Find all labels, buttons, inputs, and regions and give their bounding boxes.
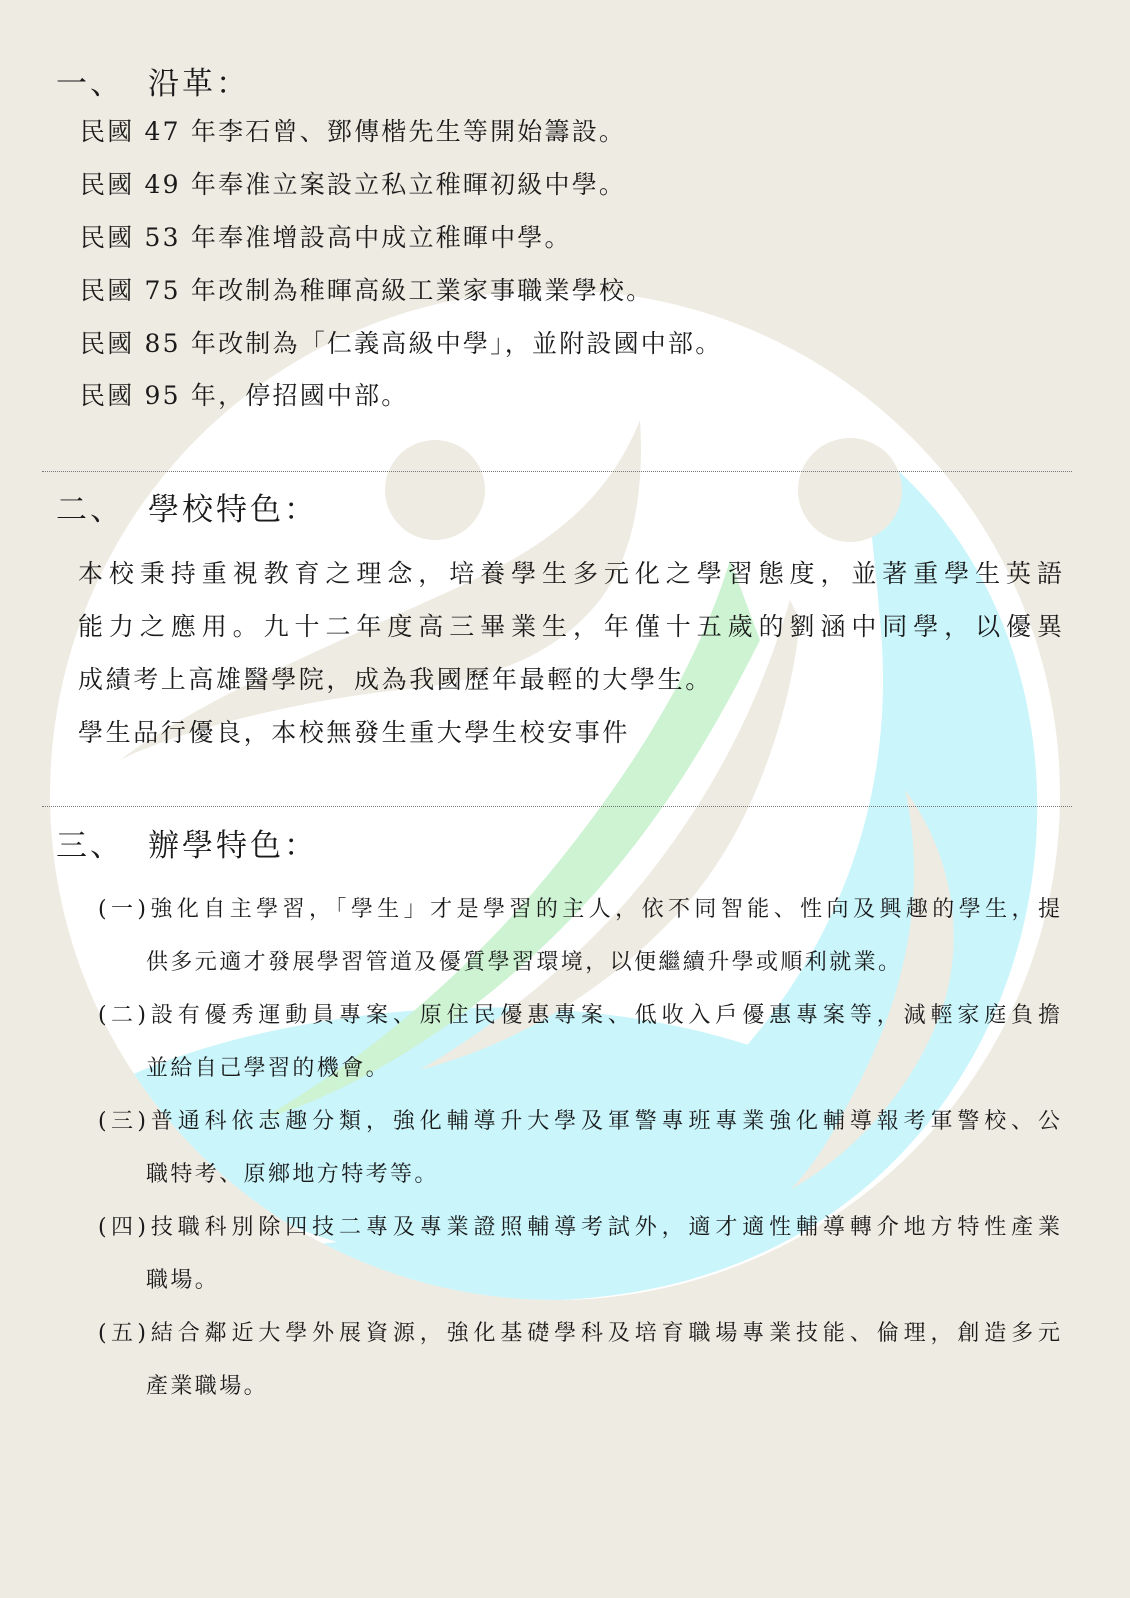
features-paragraph-line: 學生品行優良，本校無發生重大學生校安事件 <box>78 718 631 747</box>
history-item: 民國 95 年，停招國中部。 <box>80 381 409 410</box>
operations-item-label: (二) <box>98 1003 146 1028</box>
operations-heading <box>56 820 318 865</box>
operations-item-continuation: 產業職場。 <box>146 1374 269 1399</box>
features-heading <box>56 484 318 529</box>
operations-item-label: (四) <box>98 1215 146 1240</box>
operations-item-continuation: 並給自己學習的機會。 <box>146 1056 391 1081</box>
operations-heading-title: 辦學特色： <box>148 828 318 864</box>
section-divider <box>42 806 1072 807</box>
operations-item <box>98 895 1060 925</box>
features-heading-title: 學校特色： <box>148 492 318 528</box>
history-item: 民國 49 年奉准立案設立私立稚暉初級中學。 <box>80 170 627 199</box>
features-paragraph-line: 能力之應用。九十二年度高三畢業生，年僅十五歲的劉涵中同學，以優異 <box>78 612 1062 641</box>
operations-item-continuation: 職場。 <box>146 1268 220 1293</box>
operations-item-text: 強化自主學習，「學生」才是學習的主人，依不同智能、性向及興趣的學生，提 <box>146 897 1060 922</box>
history-heading-number: 一、 <box>56 66 124 102</box>
operations-item-label: (三) <box>98 1109 146 1134</box>
features-paragraph-line: 成績考上高雄醫學院，成為我國歷年最輕的大學生。 <box>78 665 713 694</box>
features-paragraph-line: 本校秉持重視教育之理念，培養學生多元化之學習態度，並著重學生英語 <box>78 559 1062 588</box>
history-item: 民國 47 年李石曾、鄧傳楷先生等開始籌設。 <box>80 117 627 146</box>
history-item: 民國 53 年奉准增設高中成立稚暉中學。 <box>80 223 572 252</box>
operations-item <box>98 1213 1060 1243</box>
features-heading-number: 二、 <box>56 492 124 528</box>
operations-item <box>98 1319 1060 1349</box>
history-heading-title: 沿革： <box>148 66 250 102</box>
operations-item-continuation: 供多元適才發展學習管道及優質學習環境，以便繼續升學或順利就業。 <box>146 950 903 975</box>
history-item: 民國 85 年改制為「仁義高級中學」，並附設國中部。 <box>80 329 723 358</box>
operations-item-text: 技職科別除四技二專及專業證照輔導考試外，適才適性輔導轉介地方特性產業 <box>146 1215 1060 1240</box>
operations-item <box>98 1001 1060 1031</box>
section-divider <box>42 471 1072 472</box>
operations-item <box>98 1107 1060 1137</box>
operations-item-continuation: 職特考、原鄉地方特考等。 <box>146 1162 439 1187</box>
operations-item-text: 普通科依志趣分類，強化輔導升大學及軍警專班專業強化輔導報考軍警校、公 <box>146 1109 1060 1134</box>
operations-heading-number: 三、 <box>56 828 124 864</box>
history-heading <box>56 58 250 103</box>
operations-item-text: 結合鄰近大學外展資源，強化基礎學科及培育職場專業技能、倫理，創造多元 <box>146 1321 1060 1346</box>
operations-item-label: (五) <box>98 1321 146 1346</box>
operations-item-text: 設有優秀運動員專案、原住民優惠專案、低收入戶優惠專案等，減輕家庭負擔 <box>146 1003 1060 1028</box>
operations-item-label: (一) <box>98 897 146 922</box>
history-item: 民國 75 年改制為稚暉高級工業家事職業學校。 <box>80 276 654 305</box>
